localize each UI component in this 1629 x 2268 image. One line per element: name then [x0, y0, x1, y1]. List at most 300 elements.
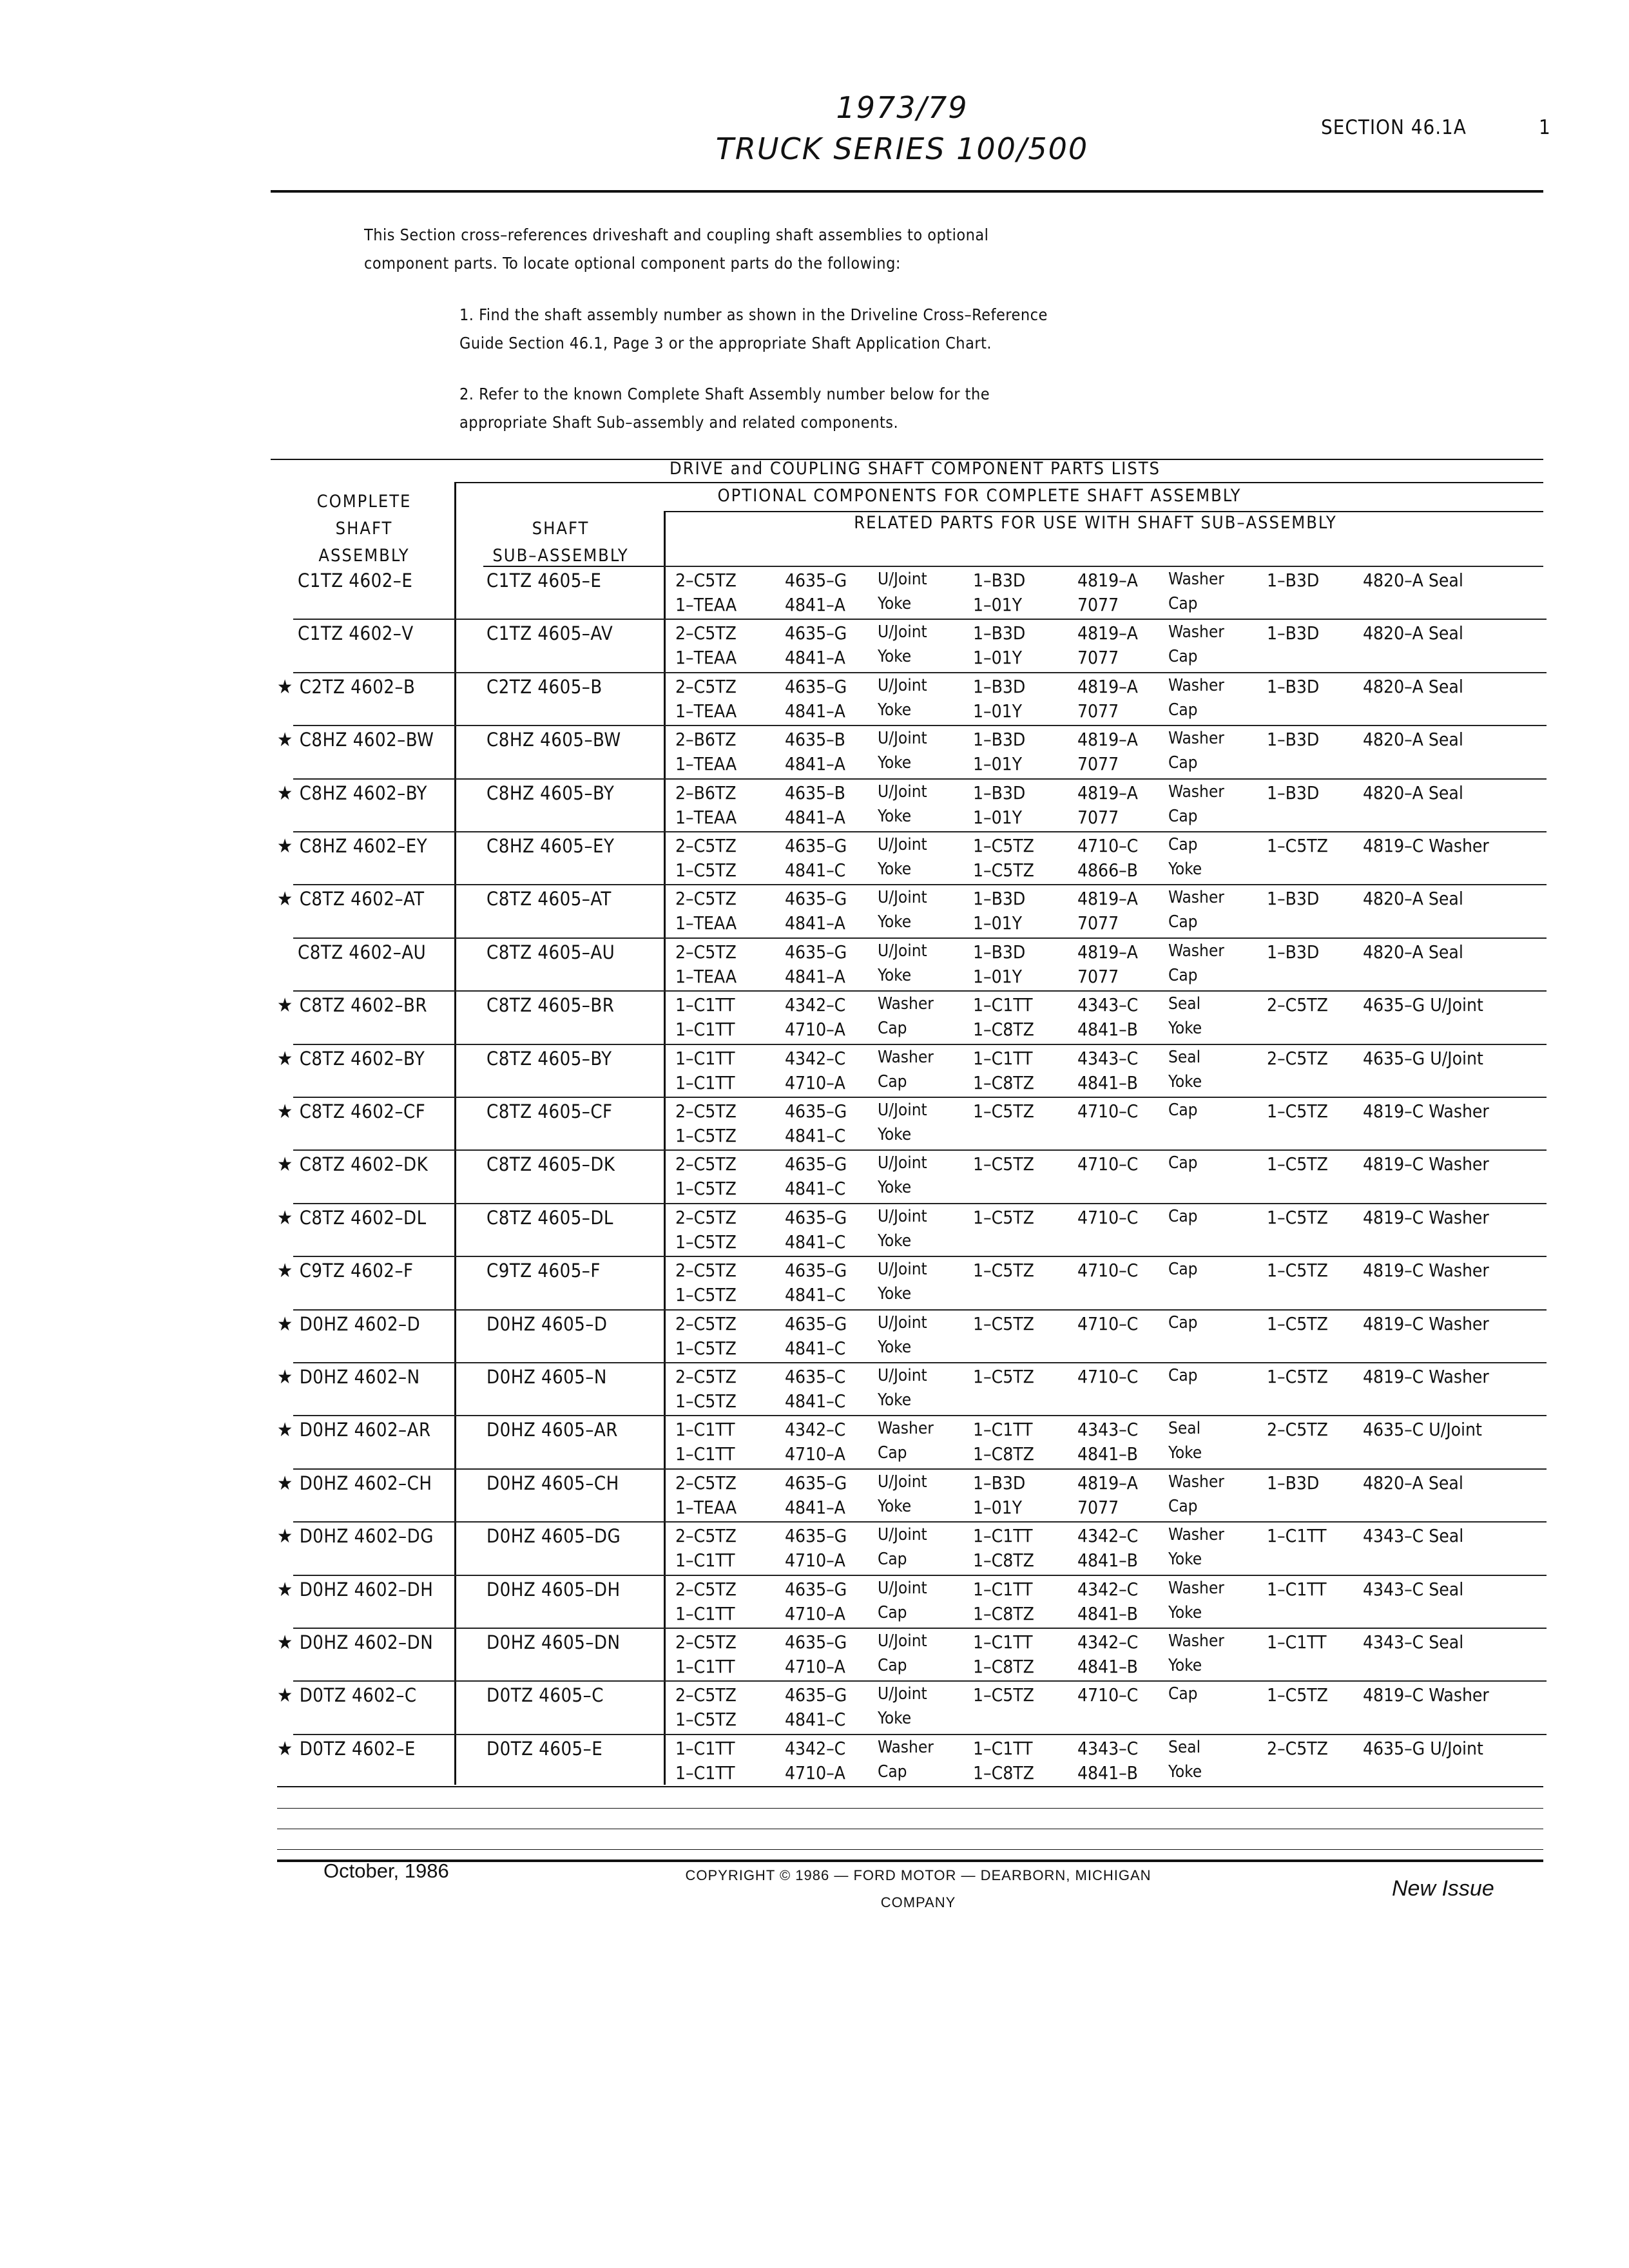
part-cell: U/Joint — [878, 1153, 927, 1173]
part-cell: 4819–C Washer — [1363, 1100, 1489, 1122]
part-cell: 4841–C — [785, 1125, 846, 1146]
part-cell: 1–C1TT — [675, 1019, 735, 1041]
part-cell: 4819–C Washer — [1363, 1153, 1489, 1175]
row-divider — [293, 619, 1547, 620]
part-cell: 4819–A — [1077, 888, 1138, 910]
part-cell: 1–01Y — [973, 806, 1023, 828]
part-cell: Cap — [878, 1602, 907, 1622]
star-icon: ★ — [277, 675, 293, 698]
part-cell: 4635–G U/Joint — [1363, 1737, 1483, 1759]
part-cell: Cap — [1168, 1260, 1198, 1280]
copyright — [644, 1862, 1192, 1916]
part-cell: Yoke — [878, 647, 912, 667]
star-icon: ★ — [277, 1419, 293, 1442]
star-icon: ★ — [277, 1472, 293, 1495]
part-cell: Cap — [1168, 912, 1198, 932]
star-icon: ★ — [277, 1366, 293, 1389]
part-cell: 1–C5TZ — [973, 835, 1034, 856]
part-cell: 4819–A — [1077, 675, 1138, 697]
part-cell: Washer — [878, 1047, 934, 1067]
part-cell: Yoke — [1168, 1072, 1202, 1091]
row-divider — [293, 1149, 1547, 1151]
row-divider — [293, 1415, 1547, 1416]
star-icon: ★ — [277, 835, 293, 858]
step-1 — [459, 301, 1048, 358]
assembly-number: C2TZ 4602–B — [299, 675, 416, 698]
blank-rule — [277, 1808, 1543, 1809]
part-cell: 4710–C — [1077, 1366, 1139, 1387]
part-cell: 1–C1TT — [973, 1578, 1033, 1600]
star-icon: ★ — [277, 1312, 293, 1336]
row-divider — [293, 1256, 1547, 1257]
part-cell: 1–B3D — [973, 941, 1026, 963]
part-cell: 1–C5TZ — [675, 1709, 737, 1731]
part-cell: 4635–G — [785, 1153, 847, 1175]
intro-paragraph — [364, 221, 988, 278]
star-icon: ★ — [277, 1260, 293, 1283]
part-cell: Cap — [878, 1019, 907, 1039]
assembly-number: D0HZ 4602–DH — [299, 1578, 434, 1600]
part-cell: 2–C5TZ — [1267, 1419, 1328, 1441]
part-cell: 4710–C — [1077, 1153, 1139, 1175]
part-cell: Washer — [1168, 675, 1224, 695]
part-cell: 1–B3D — [973, 729, 1026, 751]
shaft-sub-assembly: C8TZ 4605–BY — [487, 1047, 612, 1070]
part-cell: 2–C5TZ — [1267, 1047, 1328, 1069]
assembly-number: C1TZ 4602–V — [298, 622, 414, 645]
optional-header-rule — [664, 511, 1543, 512]
complete-shaft-assembly — [277, 1048, 451, 1070]
assembly-number: D0HZ 4602–DN — [299, 1631, 434, 1653]
part-cell: Cap — [1168, 965, 1198, 985]
issue-date: October, 1986 — [323, 1860, 449, 1882]
section-number: SECTION 46.1A — [1321, 116, 1467, 139]
part-cell: Cap — [878, 1656, 907, 1675]
assembly-number: C8TZ 4602–CF — [299, 1100, 426, 1122]
part-cell: 4710–C — [1077, 1260, 1139, 1282]
part-cell: 1–01Y — [973, 700, 1023, 722]
part-cell: 1–C5TZ — [973, 1260, 1034, 1282]
part-cell: 4820–A Seal — [1363, 675, 1463, 697]
part-cell: Seal — [1168, 1737, 1201, 1757]
part-cell: Yoke — [878, 753, 912, 773]
part-cell: 1–C5TZ — [675, 860, 737, 881]
part-cell: 4342–C — [1077, 1631, 1139, 1653]
part-cell: 4342–C — [1077, 1525, 1139, 1547]
part-cell: 4841–C — [785, 1709, 846, 1731]
part-cell: Yoke — [878, 1284, 912, 1304]
part-cell: 1–C5TZ — [1267, 1366, 1328, 1387]
row-divider — [293, 778, 1547, 780]
shaft-sub-assembly: D0HZ 4605–CH — [487, 1472, 619, 1494]
part-cell: Yoke — [878, 1390, 912, 1410]
part-cell: 4841–B — [1077, 1550, 1138, 1571]
part-cell: 4819–C Washer — [1363, 1260, 1489, 1282]
part-cell: 4635–G — [785, 1684, 847, 1706]
part-cell: 1–C5TZ — [973, 860, 1034, 881]
part-cell: 1–B3D — [973, 675, 1026, 697]
part-cell: 1–C1TT — [1267, 1631, 1327, 1653]
part-cell: 1–C5TZ — [675, 1390, 737, 1412]
part-cell: 2–C5TZ — [675, 1472, 737, 1494]
part-cell: 1–C1TT — [1267, 1578, 1327, 1600]
part-cell: 4819–A — [1077, 1472, 1138, 1494]
part-cell: 4819–C Washer — [1363, 1206, 1489, 1228]
complete-shaft-assembly — [277, 1313, 451, 1336]
part-cell: 4635–G — [785, 1312, 847, 1334]
part-cell: 1–B3D — [973, 1472, 1026, 1494]
star-icon: ★ — [277, 888, 293, 911]
part-cell: Washer — [1168, 1525, 1224, 1545]
shaft-sub-assembly: C8TZ 4605–DK — [487, 1153, 615, 1176]
complete-shaft-assembly — [277, 782, 451, 805]
part-cell: 4710–A — [785, 1443, 845, 1465]
assembly-number: C8TZ 4602–DL — [299, 1206, 427, 1229]
star-icon: ★ — [277, 729, 293, 752]
part-cell: 4343–C — [1077, 1419, 1139, 1441]
part-cell: 1–C5TZ — [973, 1206, 1034, 1228]
row-divider — [293, 1628, 1547, 1629]
star-icon: ★ — [277, 1206, 293, 1229]
part-cell: 2–C5TZ — [675, 941, 737, 963]
intro-line: This Section cross–references driveshaft and coupling shaft assemblies to optional — [364, 226, 989, 244]
part-cell: 4841–A — [785, 1496, 845, 1518]
header-line: SUB–ASSEMBLY — [492, 546, 629, 566]
page-number: 1 — [1539, 116, 1550, 139]
part-cell: Washer — [1168, 729, 1224, 749]
assembly-number: D0TZ 4602–E — [299, 1737, 416, 1760]
col-divider-1 — [454, 482, 456, 1785]
part-cell: 1–C1TT — [675, 1550, 735, 1571]
part-cell: Yoke — [1168, 1656, 1202, 1675]
part-cell: 1–C5TZ — [675, 1125, 737, 1146]
part-cell: 1–C1TT — [675, 1602, 735, 1624]
part-cell: 1–C5TZ — [973, 1366, 1034, 1387]
part-cell: 7077 — [1077, 647, 1119, 669]
part-cell: 2–C5TZ — [675, 1260, 737, 1282]
part-cell: Cap — [878, 1443, 907, 1463]
star-icon: ★ — [277, 1047, 293, 1070]
part-cell: 4635–G — [785, 835, 847, 856]
part-cell: 1–C1TT — [675, 994, 735, 1016]
part-cell: 4819–A — [1077, 622, 1138, 644]
part-cell: U/Joint — [878, 570, 927, 589]
part-cell: Washer — [1168, 570, 1224, 589]
part-cell: U/Joint — [878, 1312, 927, 1332]
blank-rule — [277, 1849, 1543, 1850]
part-cell: 4841–C — [785, 1178, 846, 1200]
part-cell: 4342–C — [785, 1419, 846, 1441]
shaft-sub-assembly: C1TZ 4605–E — [487, 570, 602, 591]
part-cell: 4819–A — [1077, 782, 1138, 803]
part-cell: 4841–C — [785, 1231, 846, 1253]
assembly-number: C8HZ 4602–EY — [299, 835, 428, 857]
part-cell: 1–C1TT — [675, 1443, 735, 1465]
complete-shaft-assembly — [277, 1207, 451, 1229]
part-cell: 1–B3D — [973, 570, 1026, 591]
header-line: SHAFT — [335, 519, 393, 539]
part-cell: 4710–A — [785, 1762, 845, 1783]
part-cell: 1–01Y — [973, 594, 1023, 615]
part-cell: 4820–A Seal — [1363, 622, 1463, 644]
copyright-line: COPYRIGHT © 1986 — FORD MOTOR — DEARBORN, MICHIGAN — [685, 1867, 1152, 1883]
part-cell: 4820–A Seal — [1363, 729, 1463, 751]
complete-shaft-assembly — [277, 676, 451, 698]
part-cell: U/Joint — [878, 1631, 927, 1651]
shaft-sub-assembly: C8TZ 4605–DL — [487, 1206, 613, 1229]
part-cell: 1–C5TZ — [675, 1178, 737, 1200]
part-cell: Yoke — [878, 860, 912, 879]
part-cell: 4841–A — [785, 965, 845, 987]
part-cell: 1–B3D — [1267, 941, 1320, 963]
part-cell: 4635–G — [785, 1525, 847, 1547]
row-divider — [664, 566, 1543, 567]
part-cell: 1–C1TT — [675, 1047, 735, 1069]
part-cell: 4635–G — [785, 1260, 847, 1282]
shaft-sub-assembly: C8TZ 4605–BR — [487, 994, 615, 1017]
page-title-series: TRUCK SERIES 100/500 — [715, 131, 1089, 166]
part-cell: Washer — [878, 994, 934, 1014]
part-cell: Washer — [878, 1737, 934, 1757]
part-cell: Cap — [1168, 594, 1198, 613]
part-cell: 4635–B — [785, 782, 845, 803]
part-cell: 4841–A — [785, 700, 845, 722]
shaft-sub-assembly: D0TZ 4605–C — [487, 1684, 604, 1707]
star-icon: ★ — [277, 782, 293, 805]
row-divider — [293, 725, 1547, 726]
part-cell: 4343–C Seal — [1363, 1631, 1464, 1653]
step-line: Guide Section 46.1, Page 3 or the appropriate Shaft Application Chart. — [459, 334, 992, 352]
part-cell: 1–01Y — [973, 965, 1023, 987]
part-cell: Yoke — [878, 806, 912, 826]
shaft-sub-assembly: C8HZ 4605–BW — [487, 729, 621, 751]
part-cell: 4342–C — [1077, 1578, 1139, 1600]
part-cell: U/Joint — [878, 1260, 927, 1280]
part-cell: 4343–C — [1077, 1047, 1139, 1069]
star-icon: ★ — [277, 1737, 293, 1760]
part-cell: Cap — [1168, 700, 1198, 720]
complete-shaft-assembly — [277, 1684, 451, 1707]
part-cell: 4343–C Seal — [1363, 1525, 1464, 1547]
part-cell: U/Joint — [878, 1472, 927, 1492]
part-cell: 1–C8TZ — [973, 1550, 1034, 1571]
row-divider — [293, 937, 1547, 939]
part-cell: 4841–B — [1077, 1019, 1138, 1041]
part-cell: 1–C1TT — [675, 1072, 735, 1093]
part-cell: 1–C5TZ — [1267, 1260, 1328, 1282]
shaft-sub-assembly: C2TZ 4605–B — [487, 675, 602, 698]
assembly-number: D0HZ 4602–CH — [299, 1472, 432, 1494]
part-cell: Seal — [1168, 994, 1201, 1014]
part-cell: 1–01Y — [973, 647, 1023, 669]
part-cell: Yoke — [878, 700, 912, 720]
part-cell: 2–C5TZ — [675, 1206, 737, 1228]
row-divider — [293, 1734, 1547, 1735]
step-line: appropriate Shaft Sub–assembly and related components. — [459, 413, 899, 432]
assembly-number: D0HZ 4602–DG — [299, 1525, 434, 1548]
part-cell: 4635–G — [785, 888, 847, 910]
part-cell: 2–C5TZ — [675, 1366, 737, 1387]
part-cell: 4710–C — [1077, 835, 1139, 856]
part-cell: 4710–C — [1077, 1206, 1139, 1228]
part-cell: Cap — [1168, 1312, 1198, 1332]
part-cell: 2–C5TZ — [675, 1578, 737, 1600]
part-cell: Yoke — [878, 1231, 912, 1251]
complete-shaft-assembly — [277, 1153, 451, 1176]
part-cell: 2–C5TZ — [675, 1631, 737, 1653]
part-cell: 2–C5TZ — [675, 675, 737, 697]
part-cell: 4841–C — [785, 1337, 846, 1359]
part-cell: Cap — [1168, 1366, 1198, 1385]
part-cell: Cap — [1168, 1684, 1198, 1704]
part-cell: 4635–G — [785, 1631, 847, 1653]
assembly-number: C1TZ 4602–E — [298, 570, 413, 591]
part-cell: 1–C8TZ — [973, 1019, 1034, 1041]
part-cell: Yoke — [878, 1496, 912, 1516]
shaft-sub-assembly: D0TZ 4605–E — [487, 1737, 603, 1760]
part-cell: U/Joint — [878, 941, 927, 961]
part-cell: 4635–G — [785, 570, 847, 591]
part-cell: 4841–C — [785, 860, 846, 881]
part-cell: 4635–C U/Joint — [1363, 1419, 1482, 1441]
part-cell: Yoke — [1168, 1602, 1202, 1622]
assembly-number: D0TZ 4602–C — [299, 1684, 417, 1707]
part-cell: Yoke — [1168, 1443, 1202, 1463]
part-cell: 1–TEAA — [675, 806, 737, 828]
intro-line: component parts. To locate optional component parts do the following: — [364, 254, 901, 273]
part-cell: 4710–A — [785, 1602, 845, 1624]
complete-shaft-assembly — [277, 1100, 451, 1123]
star-icon: ★ — [277, 1684, 293, 1707]
table-title-rule — [454, 482, 1543, 483]
table-title: DRIVE and COUPLING SHAFT COMPONENT PARTS LISTS — [670, 459, 1161, 479]
part-cell: 4710–C — [1077, 1100, 1139, 1122]
part-cell: 4342–C — [785, 1737, 846, 1759]
part-cell: Cap — [1168, 1206, 1198, 1226]
part-cell: Yoke — [1168, 1550, 1202, 1570]
part-cell: Cap — [1168, 806, 1198, 826]
part-cell: 4342–C — [785, 994, 846, 1016]
part-cell: Yoke — [878, 965, 912, 985]
part-cell: 1–B3D — [1267, 729, 1320, 751]
star-icon: ★ — [277, 1153, 293, 1177]
row-divider — [293, 1044, 1547, 1045]
assembly-number: C8TZ 4602–DK — [299, 1153, 429, 1176]
part-cell: 2–C5TZ — [1267, 994, 1328, 1016]
complete-shaft-assembly — [277, 729, 451, 751]
step-line: 1. Find the shaft assembly number as shown in the Driveline Cross–Reference — [459, 305, 1048, 324]
part-cell: 1–B3D — [1267, 570, 1320, 591]
part-cell: 1–TEAA — [675, 647, 737, 669]
row-divider — [293, 1097, 1547, 1098]
shaft-sub-assembly: D0HZ 4605–D — [487, 1312, 608, 1335]
part-cell: Cap — [1168, 647, 1198, 667]
part-cell: Cap — [1168, 1496, 1198, 1516]
part-cell: 4635–B — [785, 729, 845, 751]
part-cell: 1–C8TZ — [973, 1072, 1034, 1093]
shaft-sub-assembly: D0HZ 4605–AR — [487, 1419, 618, 1441]
part-cell: 4635–G — [785, 675, 847, 697]
part-cell: 7077 — [1077, 1496, 1119, 1518]
part-cell: Yoke — [878, 1125, 912, 1144]
assembly-number: C8TZ 4602–AT — [299, 888, 425, 910]
row-divider — [293, 1203, 1547, 1204]
star-icon: ★ — [277, 1578, 293, 1601]
part-cell: 1–C1TT — [1267, 1525, 1327, 1547]
part-cell: 4841–A — [785, 806, 845, 828]
part-cell: U/Joint — [878, 1100, 927, 1120]
part-cell: 4635–G — [785, 941, 847, 963]
complete-shaft-assembly — [277, 1260, 451, 1282]
part-cell: 7077 — [1077, 594, 1119, 615]
part-cell: 4820–A Seal — [1363, 888, 1463, 910]
part-cell: 4710–C — [1077, 1684, 1139, 1706]
part-cell: 1–B3D — [1267, 675, 1320, 697]
part-cell: 1–B3D — [973, 888, 1026, 910]
part-cell: U/Joint — [878, 622, 927, 642]
complete-shaft-assembly — [277, 622, 472, 644]
part-cell: 4819–C Washer — [1363, 835, 1489, 856]
shaft-sub-assembly: C8TZ 4605–AU — [487, 941, 615, 963]
part-cell: 2–C5TZ — [675, 1312, 737, 1334]
complete-shaft-assembly — [277, 941, 472, 963]
part-cell: 1–01Y — [973, 1496, 1023, 1518]
part-cell: 1–C8TZ — [973, 1762, 1034, 1783]
part-cell: Washer — [1168, 1631, 1224, 1651]
part-cell: U/Joint — [878, 888, 927, 908]
row-divider — [293, 1575, 1547, 1576]
complete-shaft-assembly — [277, 570, 472, 591]
part-cell: 1–TEAA — [675, 1496, 737, 1518]
part-cell: 4710–A — [785, 1550, 845, 1571]
complete-shaft-assembly — [277, 1366, 451, 1389]
part-cell: Washer — [1168, 1578, 1224, 1598]
part-cell: 4841–A — [785, 594, 845, 615]
part-cell: 4635–G — [785, 1100, 847, 1122]
part-cell: 1–C1TT — [675, 1656, 735, 1677]
part-cell: 2–B6TZ — [675, 729, 737, 751]
part-cell: 4343–C — [1077, 994, 1139, 1016]
part-cell: 1–C5TZ — [1267, 1153, 1328, 1175]
optional-header: OPTIONAL COMPONENTS FOR COMPLETE SHAFT ASSEMBLY — [717, 486, 1242, 506]
part-cell: 2–C5TZ — [1267, 1737, 1328, 1759]
row-divider — [293, 1680, 1547, 1682]
part-cell: 1–C5TZ — [973, 1100, 1034, 1122]
row-divider — [293, 1309, 1547, 1311]
part-cell: 7077 — [1077, 700, 1119, 722]
complete-shaft-assembly — [277, 1419, 451, 1441]
part-cell: Cap — [878, 1762, 907, 1782]
complete-shaft-assembly — [277, 1579, 451, 1601]
part-cell: 1–TEAA — [675, 753, 737, 775]
part-cell: Yoke — [1168, 1019, 1202, 1039]
part-cell: 1–C5TZ — [1267, 1312, 1328, 1334]
header-line: ASSEMBLY — [318, 546, 410, 566]
part-cell: Yoke — [878, 594, 912, 613]
part-cell: 4635–G U/Joint — [1363, 1047, 1483, 1069]
part-cell: 4819–A — [1077, 941, 1138, 963]
part-cell: U/Joint — [878, 782, 927, 802]
part-cell: 1–TEAA — [675, 700, 737, 722]
row-divider — [293, 831, 1547, 832]
part-cell: 1–C8TZ — [973, 1656, 1034, 1677]
part-cell: 1–C1TT — [675, 1419, 735, 1441]
part-cell: 4635–G — [785, 622, 847, 644]
part-cell: 1–C1TT — [973, 1525, 1033, 1547]
part-cell: 4635–G — [785, 1472, 847, 1494]
assembly-number: D0HZ 4602–D — [299, 1312, 421, 1335]
shaft-sub-assembly: D0HZ 4605–DG — [487, 1525, 621, 1548]
